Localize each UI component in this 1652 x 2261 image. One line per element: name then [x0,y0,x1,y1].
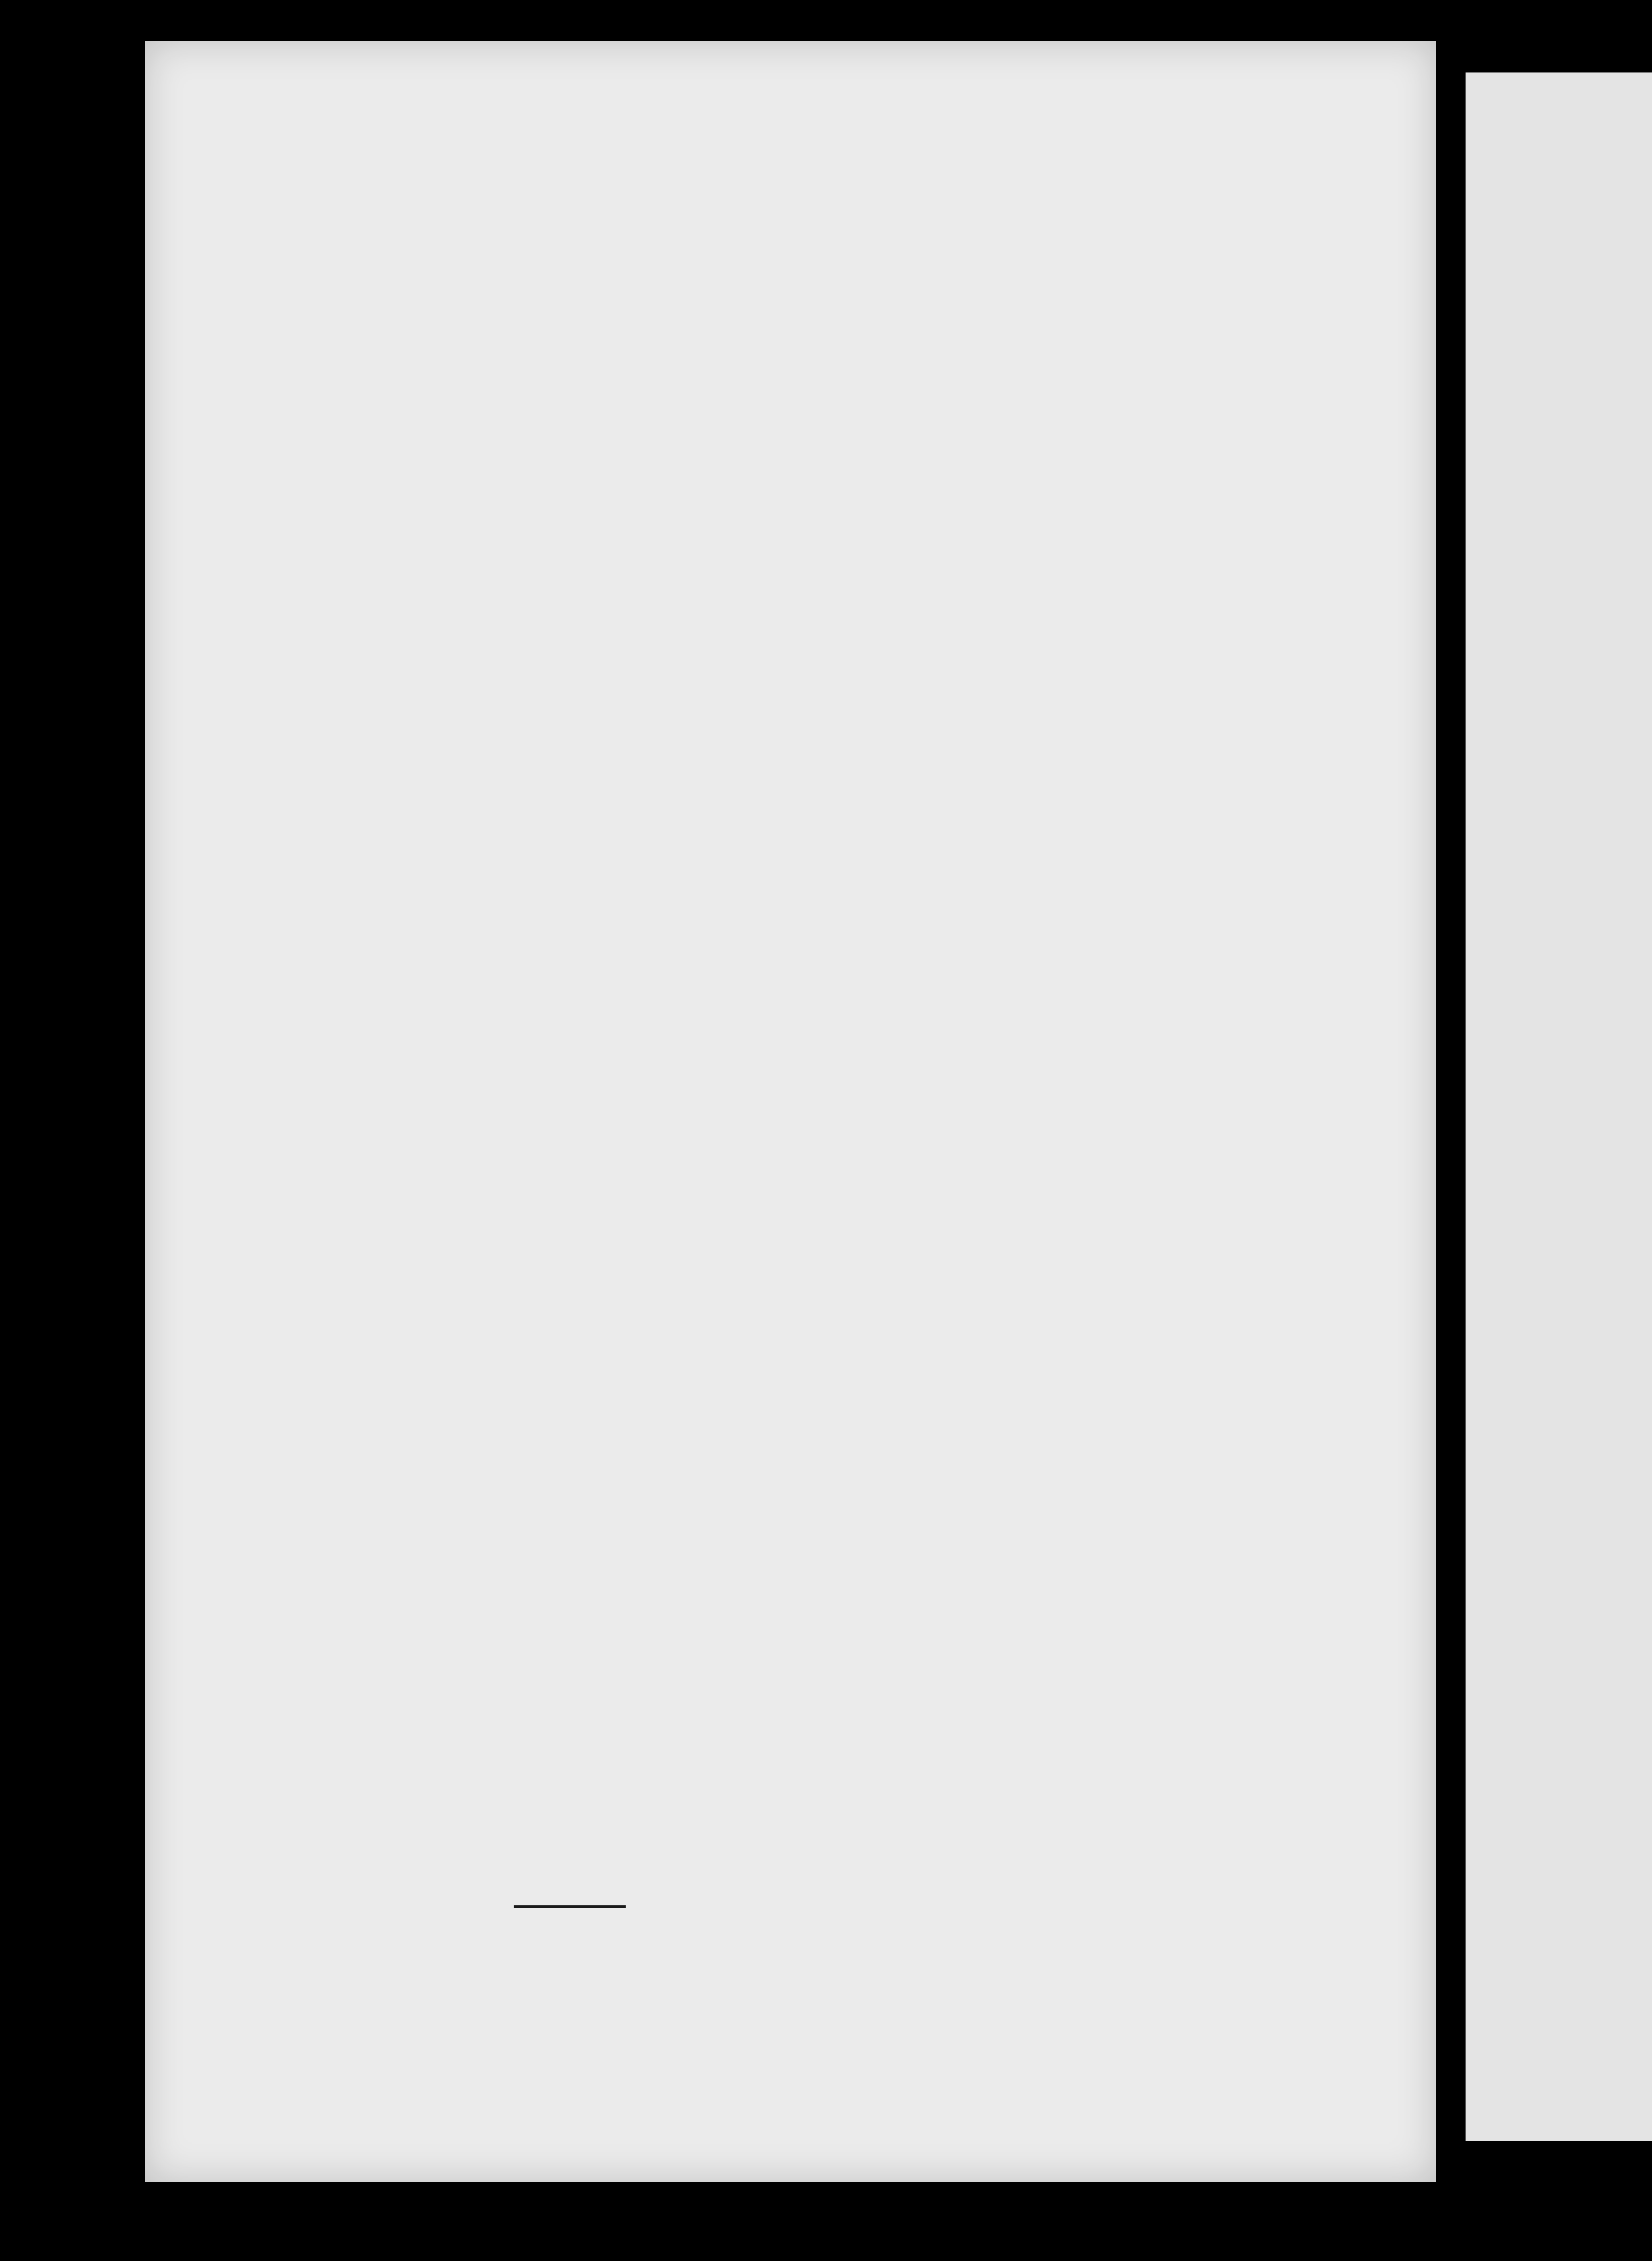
right-page-fragment [1466,72,1652,2141]
footnote-divider [514,1905,626,1908]
left-page [145,41,1436,2182]
